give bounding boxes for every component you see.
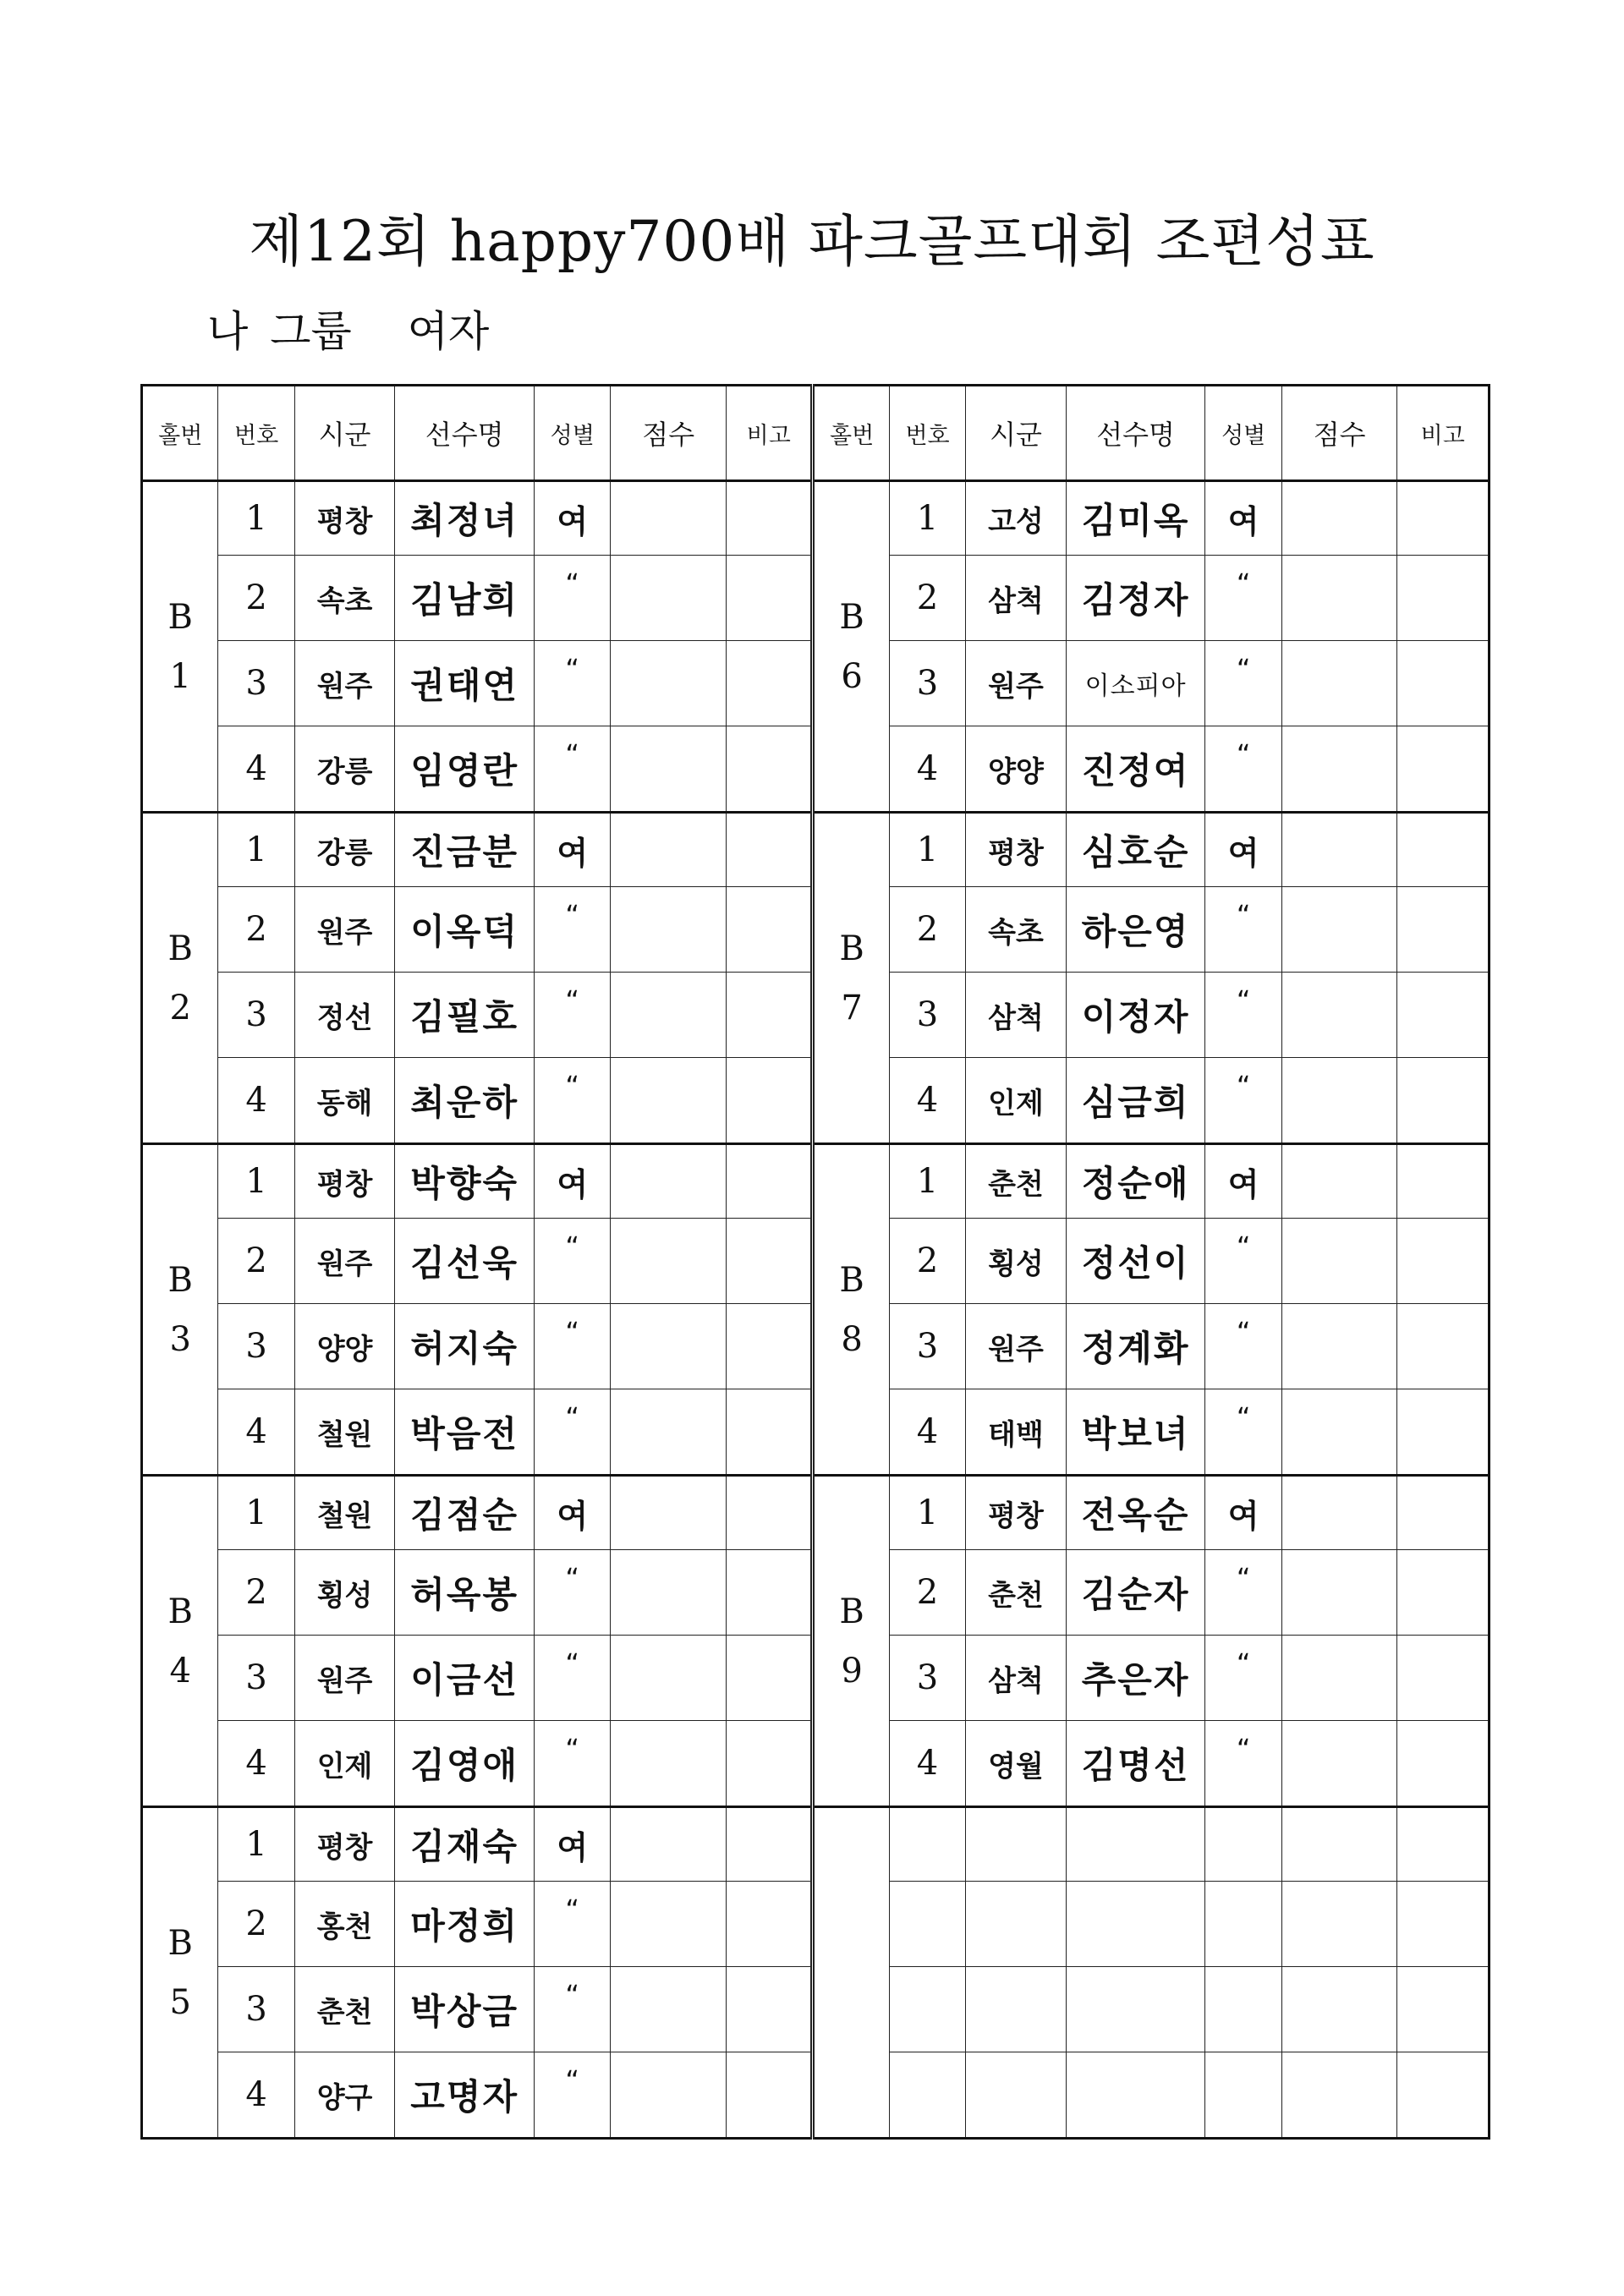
player-number: 2 (218, 1882, 294, 1967)
player-number: 3 (218, 1304, 294, 1389)
player-name: 최운하 (395, 1058, 535, 1144)
player-city: 양양 (966, 726, 1067, 813)
score-cell[interactable] (1281, 973, 1397, 1058)
note-cell[interactable] (1397, 1807, 1490, 1882)
player-gender: 여 (1205, 1476, 1281, 1550)
player-city: 평창 (294, 1807, 395, 1882)
player-gender: “ (535, 1304, 611, 1389)
player-gender: 여 (535, 1144, 611, 1219)
player-gender: 여 (535, 1807, 611, 1882)
player-city: 원주 (966, 1304, 1067, 1389)
player-number: 4 (889, 1058, 965, 1144)
hole-label: B 3 (142, 1144, 218, 1476)
player-number: 1 (218, 1807, 294, 1882)
score-cell[interactable] (611, 1807, 727, 1882)
note-cell[interactable] (727, 1144, 813, 1219)
player-number: 4 (218, 726, 294, 813)
player-gender: 여 (1205, 481, 1281, 556)
player-gender: “ (1205, 1550, 1281, 1636)
player-gender: “ (1205, 1304, 1281, 1389)
player-number: 2 (889, 556, 965, 641)
note-cell[interactable] (1397, 1967, 1490, 2052)
player-city: 평창 (294, 1144, 395, 1219)
score-cell[interactable] (611, 1219, 727, 1304)
player-city: 횡성 (966, 1219, 1067, 1304)
score-cell[interactable] (1281, 1967, 1397, 2052)
player-gender: “ (1205, 1219, 1281, 1304)
hole-label (813, 1807, 889, 2139)
player-name: 이옥덕 (395, 887, 535, 973)
score-cell[interactable] (1281, 1807, 1397, 1882)
note-cell[interactable] (1397, 726, 1490, 813)
player-name: 김선욱 (395, 1219, 535, 1304)
score-cell[interactable] (611, 1476, 727, 1550)
player-name: 박상금 (395, 1967, 535, 2052)
player-number: 1 (218, 813, 294, 887)
player-row (142, 813, 1490, 887)
player-gender: 여 (1205, 813, 1281, 887)
player-city: 철원 (294, 1476, 395, 1550)
player-name: 전옥순 (1066, 1476, 1205, 1550)
player-number: 2 (889, 1219, 965, 1304)
player-gender: 여 (535, 481, 611, 556)
player-number: 4 (889, 726, 965, 813)
group-subtitle (207, 298, 523, 359)
player-city: 삼척 (966, 973, 1067, 1058)
score-cell[interactable] (611, 1721, 727, 1807)
player-number: 2 (218, 1550, 294, 1636)
player-row (142, 1476, 1490, 1550)
player-gender: “ (535, 1636, 611, 1721)
player-number: 3 (889, 1636, 965, 1721)
player-number: 2 (889, 1550, 965, 1636)
hole-label: B 6 (813, 481, 889, 813)
hole-label: B 8 (813, 1144, 889, 1476)
score-cell[interactable] (611, 2052, 727, 2139)
group-label: 나 그룹 (207, 307, 352, 356)
player-number: 2 (218, 887, 294, 973)
player-gender (1205, 2052, 1281, 2139)
note-cell[interactable] (727, 1304, 813, 1389)
player-number: 1 (218, 481, 294, 556)
player-city: 원주 (294, 1219, 395, 1304)
player-number: 1 (889, 1476, 965, 1550)
player-gender: “ (535, 2052, 611, 2139)
player-gender (1205, 1807, 1281, 1882)
player-row (142, 481, 1490, 556)
note-cell[interactable] (1397, 1144, 1490, 1219)
note-cell[interactable] (1397, 1882, 1490, 1967)
note-cell[interactable] (1397, 481, 1490, 556)
player-name: 최정녀 (395, 481, 535, 556)
player-number: 4 (218, 1721, 294, 1807)
player-name: 진정여 (1066, 726, 1205, 813)
note-cell[interactable] (1397, 1721, 1490, 1807)
player-name: 추은자 (1066, 1636, 1205, 1721)
note-cell[interactable] (727, 1550, 813, 1636)
player-number: 4 (218, 1058, 294, 1144)
player-city: 속초 (294, 556, 395, 641)
player-number: 1 (889, 481, 965, 556)
player-name (1066, 2052, 1205, 2139)
player-name (1066, 1967, 1205, 2052)
note-cell[interactable] (1397, 1389, 1490, 1476)
note-cell[interactable] (1397, 887, 1490, 973)
note-cell[interactable] (727, 481, 813, 556)
score-cell[interactable] (1281, 2052, 1397, 2139)
player-number (889, 1882, 965, 1967)
note-cell[interactable] (727, 641, 813, 726)
note-cell[interactable] (727, 887, 813, 973)
player-name: 김남희 (395, 556, 535, 641)
player-gender: “ (535, 1967, 611, 2052)
player-name: 이소피아 (1066, 641, 1205, 726)
player-gender (1205, 1882, 1281, 1967)
note-cell[interactable] (1397, 641, 1490, 726)
player-number: 3 (218, 1967, 294, 2052)
player-city: 홍천 (294, 1882, 395, 1967)
player-city: 정선 (294, 973, 395, 1058)
player-city: 원주 (294, 641, 395, 726)
player-name: 김필호 (395, 973, 535, 1058)
score-cell[interactable] (611, 1058, 727, 1144)
player-city (966, 1882, 1067, 1967)
player-name: 정순애 (1066, 1144, 1205, 1219)
player-name: 김순자 (1066, 1550, 1205, 1636)
note-cell[interactable] (727, 726, 813, 813)
player-city: 춘천 (294, 1967, 395, 2052)
score-cell[interactable] (1281, 1219, 1397, 1304)
player-city: 속초 (966, 887, 1067, 973)
note-cell[interactable] (1397, 813, 1490, 887)
player-city: 인제 (966, 1058, 1067, 1144)
score-cell[interactable] (611, 481, 727, 556)
score-cell[interactable] (611, 813, 727, 887)
player-city: 원주 (294, 887, 395, 973)
header-city: 시군 (294, 386, 395, 481)
player-name: 박향숙 (395, 1144, 535, 1219)
player-gender: “ (1205, 1636, 1281, 1721)
score-cell[interactable] (611, 556, 727, 641)
player-number: 3 (889, 973, 965, 1058)
player-number: 4 (218, 2052, 294, 2139)
player-city: 양구 (294, 2052, 395, 2139)
note-cell[interactable] (727, 1721, 813, 1807)
player-gender: “ (535, 1389, 611, 1476)
player-number: 4 (218, 1389, 294, 1476)
player-number: 1 (218, 1476, 294, 1550)
player-number: 2 (218, 556, 294, 641)
hole-label: B 2 (142, 813, 218, 1144)
hole-label: B 7 (813, 813, 889, 1144)
score-cell[interactable] (1281, 481, 1397, 556)
player-name: 임영란 (395, 726, 535, 813)
score-cell[interactable] (611, 1967, 727, 2052)
document-title: 제12회 happy700배 파크골프대회 조편성표 (249, 209, 1375, 274)
player-gender: “ (1205, 1058, 1281, 1144)
player-city: 철원 (294, 1389, 395, 1476)
score-cell[interactable] (611, 641, 727, 726)
header-row (142, 386, 1490, 481)
player-city (966, 2052, 1067, 2139)
player-number: 2 (889, 887, 965, 973)
player-gender: “ (535, 556, 611, 641)
player-gender: “ (535, 1721, 611, 1807)
player-number (889, 1807, 965, 1882)
player-city: 동해 (294, 1058, 395, 1144)
player-city: 횡성 (294, 1550, 395, 1636)
note-cell[interactable] (1397, 1550, 1490, 1636)
header-number: 번호 (218, 386, 294, 481)
note-cell[interactable] (1397, 556, 1490, 641)
note-cell[interactable] (727, 1219, 813, 1304)
note-cell[interactable] (727, 973, 813, 1058)
header-city: 시군 (966, 386, 1067, 481)
player-number: 3 (218, 641, 294, 726)
note-cell[interactable] (1397, 1219, 1490, 1304)
player-gender: 여 (1205, 1144, 1281, 1219)
player-city (966, 1967, 1067, 2052)
player-number: 1 (218, 1144, 294, 1219)
note-cell[interactable] (1397, 1304, 1490, 1389)
score-cell[interactable] (611, 726, 727, 813)
score-cell[interactable] (1281, 1550, 1397, 1636)
player-number: 2 (218, 1219, 294, 1304)
player-number (889, 1967, 965, 2052)
score-cell[interactable] (611, 1389, 727, 1476)
player-city: 평창 (966, 813, 1067, 887)
player-name: 김미옥 (1066, 481, 1205, 556)
score-cell[interactable] (1281, 1144, 1397, 1219)
note-cell[interactable] (727, 1882, 813, 1967)
player-city: 삼척 (966, 556, 1067, 641)
player-gender: “ (535, 641, 611, 726)
player-gender: “ (535, 726, 611, 813)
player-city: 영월 (966, 1721, 1067, 1807)
header-score: 점수 (1281, 386, 1397, 481)
player-name: 김영애 (395, 1721, 535, 1807)
score-cell[interactable] (611, 1882, 727, 1967)
header-gender: 성별 (535, 386, 611, 481)
note-cell[interactable] (727, 813, 813, 887)
player-number: 1 (889, 813, 965, 887)
header-hole: 홀번 (813, 386, 889, 481)
note-cell[interactable] (1397, 973, 1490, 1058)
player-number (889, 2052, 965, 2139)
hole-label: B 1 (142, 481, 218, 813)
header-hole: 홀번 (142, 386, 218, 481)
note-cell[interactable] (727, 2052, 813, 2139)
player-name: 마정희 (395, 1882, 535, 1967)
player-name: 박보녀 (1066, 1389, 1205, 1476)
player-name: 심호순 (1066, 813, 1205, 887)
player-name: 정계화 (1066, 1304, 1205, 1389)
player-name: 진금분 (395, 813, 535, 887)
score-cell[interactable] (1281, 1636, 1397, 1721)
player-city: 강릉 (294, 726, 395, 813)
note-cell[interactable] (1397, 1058, 1490, 1144)
player-gender: “ (1205, 1721, 1281, 1807)
player-gender: “ (535, 1219, 611, 1304)
score-cell[interactable] (611, 1144, 727, 1219)
score-cell[interactable] (1281, 1882, 1397, 1967)
player-city: 양양 (294, 1304, 395, 1389)
player-gender: 여 (535, 813, 611, 887)
player-number: 3 (889, 641, 965, 726)
note-cell[interactable] (727, 1967, 813, 2052)
score-cell[interactable] (1281, 641, 1397, 726)
player-city: 춘천 (966, 1550, 1067, 1636)
note-cell[interactable] (727, 1476, 813, 1550)
grouping-table (140, 384, 1490, 2140)
category-label: 여자 (407, 307, 490, 356)
player-city: 강릉 (294, 813, 395, 887)
hole-label: B 4 (142, 1476, 218, 1807)
player-number: 4 (889, 1389, 965, 1476)
player-city: 평창 (294, 481, 395, 556)
player-row (142, 1807, 1490, 1882)
player-name: 권태연 (395, 641, 535, 726)
player-name (1066, 1807, 1205, 1882)
player-name: 김재숙 (395, 1807, 535, 1882)
hole-label: B 9 (813, 1476, 889, 1807)
score-cell[interactable] (1281, 1304, 1397, 1389)
player-city: 원주 (966, 641, 1067, 726)
header-gender: 성별 (1205, 386, 1281, 481)
player-gender: “ (535, 887, 611, 973)
score-cell[interactable] (1281, 813, 1397, 887)
player-city: 평창 (966, 1476, 1067, 1550)
score-cell[interactable] (1281, 1721, 1397, 1807)
note-cell[interactable] (727, 1389, 813, 1476)
player-name: 고명자 (395, 2052, 535, 2139)
player-name: 이정자 (1066, 973, 1205, 1058)
player-gender: “ (1205, 556, 1281, 641)
note-cell[interactable] (1397, 1476, 1490, 1550)
header-player: 선수명 (1066, 386, 1205, 481)
note-cell[interactable] (1397, 2052, 1490, 2139)
score-cell[interactable] (1281, 726, 1397, 813)
player-gender: 여 (535, 1476, 611, 1550)
player-name: 김점순 (395, 1476, 535, 1550)
player-gender: “ (1205, 641, 1281, 726)
score-cell[interactable] (611, 973, 727, 1058)
score-cell[interactable] (611, 1550, 727, 1636)
header-note: 비고 (1397, 386, 1490, 481)
note-cell[interactable] (727, 1058, 813, 1144)
player-city: 인제 (294, 1721, 395, 1807)
player-gender: “ (535, 1882, 611, 1967)
player-gender: “ (535, 1550, 611, 1636)
player-name: 허지숙 (395, 1304, 535, 1389)
score-cell[interactable] (1281, 887, 1397, 973)
player-number: 3 (218, 973, 294, 1058)
player-name: 이금선 (395, 1636, 535, 1721)
player-city: 춘천 (966, 1144, 1067, 1219)
header-player: 선수명 (395, 386, 535, 481)
player-gender: “ (535, 1058, 611, 1144)
header-number: 번호 (889, 386, 965, 481)
note-cell[interactable] (727, 1807, 813, 1882)
score-cell[interactable] (1281, 1058, 1397, 1144)
score-cell[interactable] (1281, 556, 1397, 641)
player-gender: “ (1205, 1389, 1281, 1476)
player-number: 1 (889, 1144, 965, 1219)
player-gender: “ (1205, 973, 1281, 1058)
player-name: 김정자 (1066, 556, 1205, 641)
hole-label: B 5 (142, 1807, 218, 2139)
note-cell[interactable] (727, 556, 813, 641)
score-cell[interactable] (611, 887, 727, 973)
score-cell[interactable] (1281, 1476, 1397, 1550)
player-city: 태백 (966, 1389, 1067, 1476)
player-name: 박음전 (395, 1389, 535, 1476)
player-name: 허옥봉 (395, 1550, 535, 1636)
note-cell[interactable] (1397, 1636, 1490, 1721)
player-number: 4 (889, 1721, 965, 1807)
player-number: 3 (218, 1636, 294, 1721)
score-cell[interactable] (611, 1636, 727, 1721)
player-city (966, 1807, 1067, 1882)
player-city: 원주 (294, 1636, 395, 1721)
player-name: 심금희 (1066, 1058, 1205, 1144)
player-gender (1205, 1967, 1281, 2052)
player-city: 삼척 (966, 1636, 1067, 1721)
player-row (142, 1144, 1490, 1219)
player-city: 고성 (966, 481, 1067, 556)
player-gender: “ (1205, 726, 1281, 813)
player-name: 정선이 (1066, 1219, 1205, 1304)
player-gender: “ (535, 973, 611, 1058)
note-cell[interactable] (727, 1636, 813, 1721)
player-name (1066, 1882, 1205, 1967)
header-score: 점수 (611, 386, 727, 481)
score-cell[interactable] (1281, 1389, 1397, 1476)
score-cell[interactable] (611, 1304, 727, 1389)
player-name: 하은영 (1066, 887, 1205, 973)
player-number: 3 (889, 1304, 965, 1389)
header-note: 비고 (727, 386, 813, 481)
player-name: 김명선 (1066, 1721, 1205, 1807)
player-gender: “ (1205, 887, 1281, 973)
